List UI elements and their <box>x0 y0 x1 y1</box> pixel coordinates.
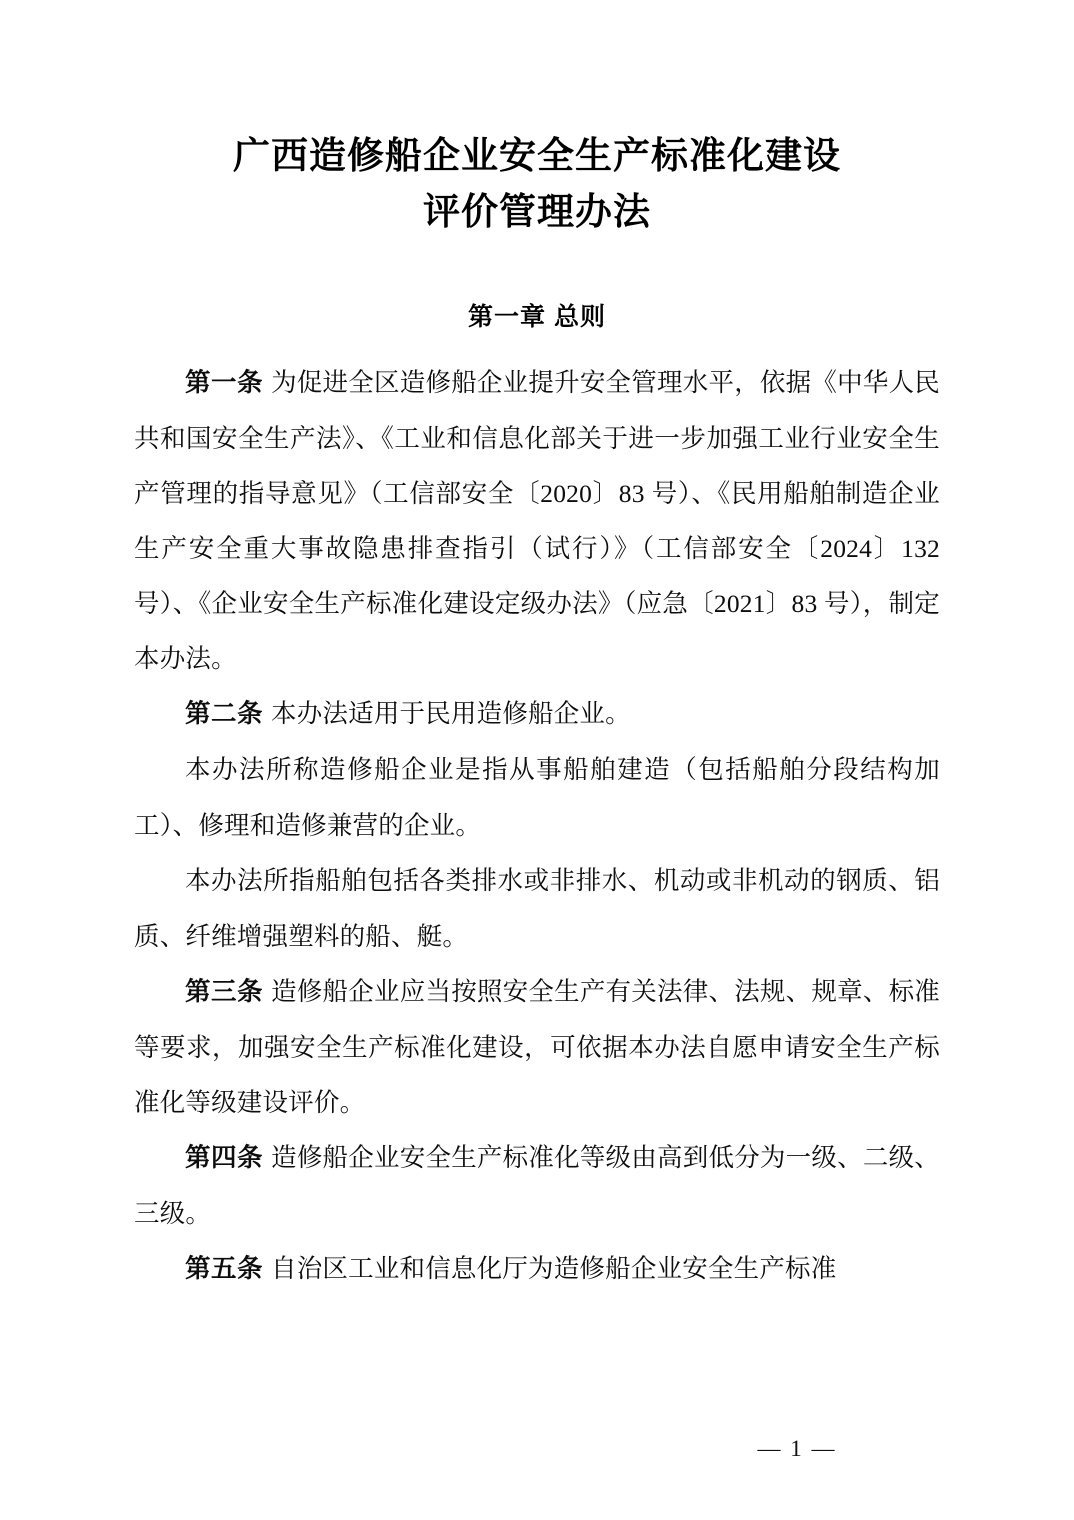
page-title-line-1: 广西造修船企业安全生产标准化建设 <box>233 135 841 176</box>
article-label-6: 第四条 <box>185 1143 264 1172</box>
article-text-7: 自治区工业和信息化厅为造修船企业安全生产标准 <box>271 1253 837 1283</box>
page-title <box>134 128 940 240</box>
article-text-6: 造修船企业安全生产标准化等级由高到低分为一级、二级、三级。 <box>134 1142 940 1228</box>
article-paragraph-3 <box>134 742 940 853</box>
article-text-2: 本办法适用于民用造修船企业。 <box>271 698 631 728</box>
article-text-5: 造修船企业应当按照安全生产有关法律、法规、规章、标准等要求，加强安全生产标准化建设，可依据本办法自愿申请安全生产标准化等级建设评价。 <box>134 976 940 1117</box>
article-paragraph-6 <box>134 1130 940 1241</box>
chapter-heading: 第一章 总则 <box>468 303 606 331</box>
article-paragraph-7 <box>134 1241 940 1297</box>
article-label-5: 第三条 <box>185 977 264 1006</box>
page-number: — 1 — <box>757 1436 837 1461</box>
article-paragraph-5 <box>134 964 940 1130</box>
page-title-line-2: 评价管理办法 <box>423 191 651 232</box>
article-paragraph-4 <box>134 853 940 964</box>
article-paragraph-2 <box>134 686 940 742</box>
article-text-3: 本办法所称造修船企业是指从事船舶建造（包括船舶分段结构加工）、修理和造修兼营的企业。 <box>134 754 940 840</box>
document-body <box>134 0 940 1297</box>
article-label-2: 第二条 <box>185 699 264 728</box>
article-label-7: 第五条 <box>185 1254 264 1283</box>
article-text-1: 为促进全区造修船企业提升安全管理水平，依据《中华人民共和国安全生产法》、《工业和信息化部关于进一步加强工业行业安全生产管理的指导意见》（工信部安全〔2020〕83 号）、《民用船舶制造企业生产安全重大事故隐患排查指引（试行）》（工信部安全〔2024〕132 号）、《企业安全生产标准化建设定级办法》（应急〔2021〕83 号），制定本办法。 <box>134 367 940 673</box>
article-text-4: 本办法所指船舶包括各类排水或非排水、机动或非机动的钢质、铝质、纤维增强塑料的船、艇。 <box>134 865 940 951</box>
article-paragraph-1 <box>134 355 940 686</box>
article-label-1: 第一条 <box>185 368 264 397</box>
